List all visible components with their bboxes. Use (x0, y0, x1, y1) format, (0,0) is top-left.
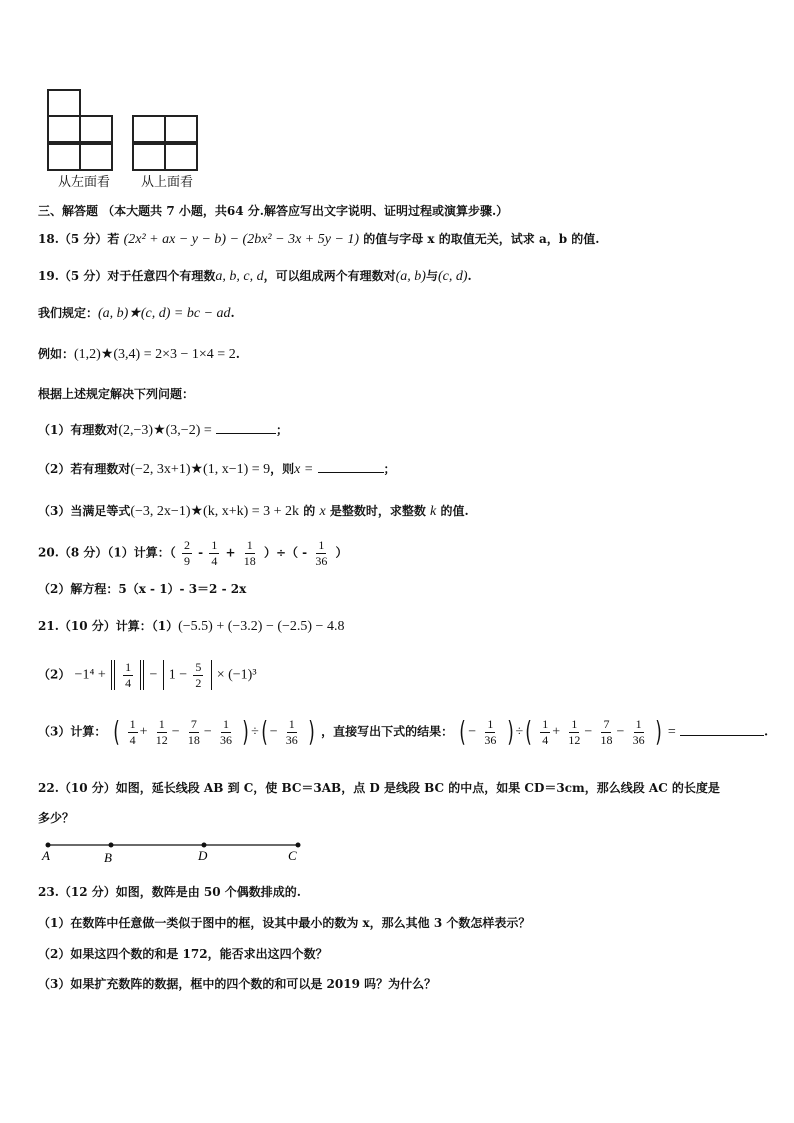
q21-fraction-1-4: $\frac{1}{4}$ (125, 659, 132, 690)
top-view-cell (132, 143, 166, 171)
q19-p2-mid: ，则 (270, 462, 295, 476)
q19-vars: a, b, c, d (215, 269, 264, 284)
q21-part1 (38, 620, 344, 634)
q19-end: . (467, 269, 472, 283)
q19-p1-label: （1）有理数对 (38, 423, 119, 437)
q22-line1: 22.（10 分）如图，延长线段 AB 到 C，使 BC＝3AB，点 D 是线段 BC 的中点，如果 CD＝3cm，那么线段 AC 的长度是 (38, 781, 720, 795)
q19-p3-end: 的值. (440, 504, 469, 518)
q19-label: 19.（5 分）对于任意四个有理数 (38, 269, 216, 283)
q19-example-label: 例如： (38, 347, 75, 361)
q21-p2-c: × (−1)³ (216, 667, 257, 683)
q19-example (38, 348, 240, 362)
q19-rule (38, 307, 235, 321)
left-view-cell (47, 143, 81, 171)
q19-p3-x: x (319, 504, 326, 519)
top-view-caption: 从上面看 (141, 175, 194, 190)
q19-pair1: (a, b) (395, 269, 426, 284)
q20-part2: （2）解方程：5（x - 1）- 3＝2 - 2x (38, 582, 247, 596)
label-a: A (42, 848, 50, 863)
section-heading: 三、解答题 （本大题共 7 小题，共64 分.解答应写出文字说明、证明过程或演算步骤.） (38, 204, 509, 218)
q20-fraction-1-36: $\frac{1}{36}$ (315, 538, 328, 568)
q19-p3-mid: 的 (303, 504, 316, 518)
q23-part1: （1）在数阵中任意做一类似于图中的框，设其中最小的数为 x，那么其他 3 个数怎样表示？ (38, 916, 531, 930)
q19-p3-label: （3）当满足等式 (38, 504, 131, 518)
q21-p3-mid: ，直接写出下式的结果： (321, 724, 454, 739)
left-view-cell (79, 115, 113, 143)
q20-fraction-1-18: $\frac{1}{18}$ (243, 538, 256, 568)
q19-p2-answer-blank[interactable] (318, 462, 384, 473)
q19-p2-var: x = (294, 462, 314, 477)
q20-end: ） (335, 545, 348, 560)
q20-mid: ）÷（ - (263, 545, 308, 560)
q22-line2: 多少？ (38, 811, 75, 825)
q21-p3-label: （3）计算： (38, 724, 107, 739)
q19-p3-mid2: 是整数时，求整数 (329, 504, 426, 518)
q19-rule-label: 我们规定： (38, 306, 99, 320)
q21-label: 21.（10 分）计算：（1） (38, 619, 179, 633)
question-19 (38, 270, 472, 284)
top-view-cell (132, 115, 166, 143)
left-view-cell (79, 143, 113, 171)
q19-pair2: (c, d) (437, 269, 468, 284)
label-d: D (198, 848, 208, 863)
left-view-cell (47, 89, 81, 117)
q21-expr1: (−5.5) + (−3.2) − (−2.5) − 4.8 (178, 619, 345, 634)
q19-rule-end: . (230, 306, 235, 320)
q19-p1-end: ； (275, 423, 288, 437)
q19-p1-expr: (2,−3)★(3,−2) = (118, 423, 212, 438)
q19-p2-end: ； (383, 462, 396, 476)
q19-instruction: 根据上述规定解决下列问题： (38, 387, 195, 401)
q23-title: 23.（12 分）如图，数阵是由 50 个偶数排成的. (38, 885, 301, 899)
q21-p3-eq: = (667, 724, 676, 740)
q19-mid: ，可以组成两个有理数对 (263, 269, 396, 283)
q21-part3: （3）计算： ( $\frac{1}{4}$ + $\frac{1}{12}$ − $\frac{7}{18}$ − $\frac{1}{36}$ ) ÷( − $\frac{1}{36}$ ) ，直接写出下式的结果： ( − $\frac{1}{36}$ ) ÷( $\frac{1}{4}$ + $\frac{1}{12}$ − $\frac{7}{18}$ − $\frac{1}{36}$ ) = . (38, 715, 769, 749)
q21-p3-answer-blank[interactable] (680, 725, 764, 736)
q19-p3-expr: (−3, 2x−1)★(k, x+k) = 3 + 2k (130, 504, 300, 519)
q23-part2: （2）如果这四个数的和是 172，能否求出这四个数？ (38, 947, 328, 961)
q19-rule-expr: (a, b)★(c, d) = bc − ad (98, 306, 231, 321)
left-view-caption: 从左面看 (58, 175, 111, 190)
q19-and: 与 (425, 269, 438, 283)
q20-label: 20.（8 分）（1）计算：（ (38, 545, 176, 560)
q19-p2-expr: (−2, 3x+1)★(1, x−1) = 9 (130, 462, 271, 477)
q21-part2: （2） −1⁴ + $\frac{1}{4}$ − 1 − $\frac{5}{2}$ × (−1)³ (38, 659, 257, 690)
q19-part1 (38, 423, 288, 438)
point-c (296, 843, 301, 848)
top-view-cell (164, 115, 198, 143)
q21-p3-end: . (763, 724, 769, 739)
q19-p2-label: （2）若有理数对 (38, 462, 131, 476)
q20-fraction-1-4: $\frac{1}{4}$ (211, 538, 218, 568)
q20-part1: 20.（8 分）（1）计算：（ $\frac{2}{9}$ - $\frac{1}{4}$ + $\frac{1}{18}$ ）÷（ - $\frac{1}{36}$ ） (38, 538, 348, 568)
q21-p2-label: （2） (38, 667, 71, 682)
q19-p3-k: k (430, 504, 437, 519)
q19-example-end: . (235, 347, 240, 361)
q18-expression: (2x² + ax − y − b) − (2bx² − 3x + 5y − 1) (123, 232, 360, 247)
label-b: B (104, 850, 112, 865)
q19-p1-answer-blank[interactable] (216, 423, 276, 434)
q21-fraction-5-2: $\frac{5}{2}$ (195, 659, 202, 690)
q19-part3 (38, 505, 469, 519)
q19-part2 (38, 462, 396, 477)
point-d (202, 843, 207, 848)
q21-p2-b: 1 − (168, 667, 188, 683)
q19-example-expr: (1,2)★(3,4) = 2×3 − 1×4 = 2 (74, 347, 236, 362)
label-c: C (288, 848, 297, 863)
q20-fraction-2-9: $\frac{2}{9}$ (183, 538, 190, 568)
q18-tail: 的值与字母 x 的取值无关，试求 a，b 的值. (363, 232, 600, 246)
segment-diagram (38, 838, 308, 868)
q21-p2-a: −1⁴ + (74, 667, 106, 683)
point-a (46, 843, 51, 848)
q23-part3: （3）如果扩充数阵的数据，框中的四个数的和可以是 2019 吗？为什么？ (38, 977, 437, 991)
top-view-cell (164, 143, 198, 171)
q18-label: 18.（5 分）若 (38, 232, 120, 246)
left-view-cell (47, 115, 81, 143)
point-b (109, 843, 114, 848)
question-18 (38, 233, 599, 247)
